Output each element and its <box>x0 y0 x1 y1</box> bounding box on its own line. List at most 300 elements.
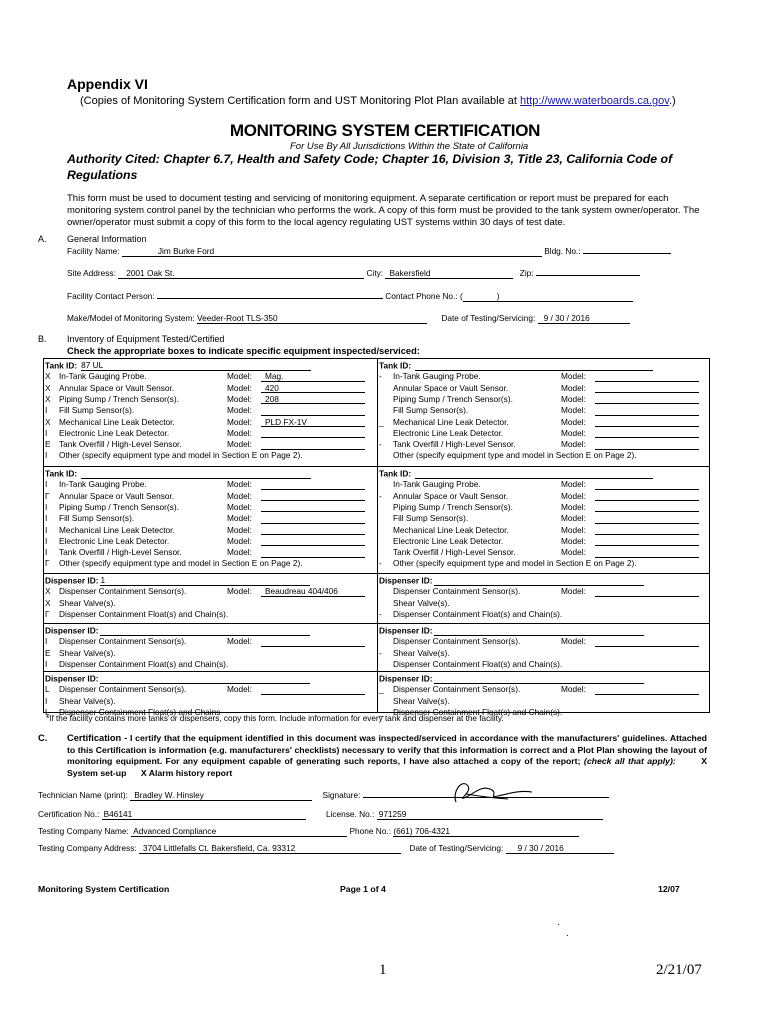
form-title: MONITORING SYSTEM CERTIFICATION <box>229 121 541 140</box>
dispenser-id-row <box>379 625 707 636</box>
dispenser-id-row <box>379 673 707 684</box>
model-field[interactable] <box>261 371 365 382</box>
dispenser-sensor <box>379 684 707 695</box>
equipment-label: Shear Valve(s). <box>393 647 450 658</box>
checkbox[interactable]: - <box>379 490 382 501</box>
equipment-label: In-Tank Gauging Probe. <box>59 479 147 490</box>
appendix-title: Appendix VI <box>67 76 148 92</box>
equipment-label: Fill Sump Sensor(s). <box>393 513 469 524</box>
checkbox[interactable]: E <box>45 439 51 450</box>
tank-id-row <box>379 360 707 371</box>
dispenser-id-field[interactable] <box>434 575 644 586</box>
equipment-label: Fill Sump Sensor(s). <box>59 405 135 416</box>
model-field[interactable] <box>261 383 365 394</box>
model-label: Model: <box>561 684 586 695</box>
section-b-instruction: Check the appropriate boxes to indicate specific equipment inspected/serviced: <box>67 346 420 356</box>
equipment-label: Dispenser Containment Float(s) and Chain(s). <box>393 658 563 669</box>
dispenser-sensor <box>379 586 707 597</box>
model-label: Model: <box>227 371 252 382</box>
checkbox[interactable]: X <box>45 382 51 393</box>
inventory-grid <box>43 358 710 717</box>
model-label: Model: <box>227 479 252 490</box>
checkbox[interactable]: X <box>45 371 51 382</box>
section-b-heading: Inventory of Equipment Tested/Certified <box>67 334 225 344</box>
dispenser-shear <box>45 598 373 609</box>
equipment-label: Dispenser Containment Float(s) and Chain(s). <box>59 608 229 619</box>
model-field[interactable] <box>261 439 365 450</box>
model-field[interactable] <box>595 536 699 547</box>
checkbox[interactable]: I <box>45 450 48 461</box>
contact-label: Facility Contact Person: <box>67 291 155 301</box>
checkbox[interactable]: Γ <box>45 558 50 569</box>
equipment-label: Tank Overfill / High-Level Sensor. <box>59 547 182 558</box>
other-label: Other (specify equipment type and model in Section E on Page 2). <box>393 558 637 569</box>
equipment-label: In-Tank Gauging Probe. <box>59 371 147 382</box>
section-a-letter: A. <box>38 234 47 244</box>
checkbox[interactable]: I <box>45 479 48 490</box>
license-field[interactable] <box>377 810 603 820</box>
model-field[interactable] <box>261 684 365 695</box>
model-field[interactable] <box>595 502 699 513</box>
model-value <box>595 417 599 427</box>
checkbox[interactable]: - <box>379 647 382 658</box>
make-row <box>67 313 630 324</box>
tank-item <box>379 371 707 382</box>
equipment-label: Dispenser Containment Sensor(s). <box>59 684 187 695</box>
bldg-field[interactable] <box>583 253 671 254</box>
company-phone-label: Phone No.: <box>349 826 391 836</box>
tank-item <box>45 502 373 513</box>
dispenser-id-row <box>45 575 373 586</box>
tank-item <box>379 536 707 547</box>
other-label: Other (specify equipment type and model in Section E on Page 2). <box>59 558 303 569</box>
dispenser-float <box>379 659 707 670</box>
tank-item <box>379 479 707 490</box>
model-label: Model: <box>561 501 586 512</box>
model-label: Model: <box>227 393 252 404</box>
model-label: Model: <box>227 513 252 524</box>
model-field[interactable] <box>261 547 365 558</box>
equipment-label: In-Tank Gauging Probe. <box>393 479 481 490</box>
equipment-label: Annular Space or Vault Sensor. <box>393 382 509 393</box>
equipment-label: Mechanical Line Leak Detector. <box>59 416 175 427</box>
model-field[interactable] <box>595 383 699 394</box>
tank-id-field[interactable] <box>81 360 311 371</box>
model-field[interactable] <box>595 405 699 416</box>
model-value <box>261 513 265 523</box>
tank-cell <box>379 358 709 466</box>
checkbox[interactable]: _ <box>379 706 384 717</box>
equipment-label: Dispenser Containment Sensor(s). <box>393 684 521 695</box>
equipment-label: Dispenser Containment Float(s) and Chain(s). <box>393 608 563 619</box>
equipment-label: Fill Sump Sensor(s). <box>393 405 469 416</box>
equipment-label: Shear Valve(s). <box>393 597 450 608</box>
model-field[interactable] <box>261 479 365 490</box>
city-value: Bakersfield <box>389 268 431 278</box>
contact-phone-field[interactable] <box>463 292 633 302</box>
system-setup-check[interactable]: X System set-up <box>67 756 708 778</box>
facility-name-field[interactable] <box>122 247 542 257</box>
equipment-label: Electronic Line Leak Detector. <box>393 535 504 546</box>
model-field[interactable] <box>261 428 365 439</box>
date-testing-label: Date of Testing/Servicing: <box>441 313 536 323</box>
model-label: Model: <box>561 439 586 450</box>
equipment-label: Mechanical Line Leak Detector. <box>393 524 509 535</box>
model-field[interactable] <box>261 405 365 416</box>
checkbox[interactable]: X <box>45 597 51 608</box>
signature-label: Signature: <box>322 790 361 800</box>
model-field[interactable] <box>595 417 699 428</box>
dispenser-id-field[interactable] <box>434 625 644 636</box>
dispenser-id-label: Dispenser ID: <box>379 673 433 684</box>
dispenser-float <box>379 609 707 620</box>
checkbox[interactable]: X <box>45 393 51 404</box>
dispenser-id-field[interactable] <box>100 673 310 684</box>
checkbox[interactable]: L <box>45 706 50 717</box>
model-value <box>261 684 265 694</box>
checkbox[interactable]: I <box>45 547 48 558</box>
equipment-label: Dispenser Containment Sensor(s). <box>59 586 187 597</box>
checkbox[interactable]: L <box>45 684 50 695</box>
model-field[interactable] <box>595 525 699 536</box>
tank-item <box>379 405 707 416</box>
footer-center: Page 1 of 4 <box>340 884 386 894</box>
equipment-label: Electronic Line Leak Detector. <box>59 427 170 438</box>
company-phone-field[interactable] <box>393 827 579 837</box>
model-label: Model: <box>561 524 586 535</box>
tank-item <box>45 536 373 547</box>
model-label: Model: <box>561 427 586 438</box>
model-value <box>261 405 265 415</box>
tank-cell <box>45 466 375 573</box>
checkbox[interactable]: I <box>45 524 48 535</box>
model-value <box>595 525 599 535</box>
checkbox[interactable]: I <box>45 695 48 706</box>
contact-row <box>67 291 633 302</box>
tank-item <box>379 525 707 536</box>
site-address-field[interactable] <box>118 269 364 279</box>
check-all-note: (check all that apply): <box>583 756 676 766</box>
model-label: Model: <box>227 501 252 512</box>
company-name-value: Advanced Compliance <box>133 826 217 836</box>
checkbox[interactable]: I <box>45 535 48 546</box>
company-address-label: Testing Company Address: <box>38 843 137 853</box>
dispenser-id-label: Dispenser ID: <box>379 575 433 586</box>
tank-item <box>45 383 373 394</box>
intro-text: This form must be used to document testing and servicing of monitoring equipment. A separate certification or report must be prepared for each monitoring system control panel by the technician who performs the work. A copy of this form must be provided to the tank system owner/operator. The owner/operator must submit a copy of this form to the local agency regulating UST systems within 30 days of test date. <box>67 193 700 229</box>
site-address-value: 2001 Oak St. <box>126 268 175 278</box>
equipment-label: Piping Sump / Trench Sensor(s). <box>59 393 179 404</box>
dispenser-cell <box>379 671 709 717</box>
model-label: Model: <box>561 416 586 427</box>
company-name-label: Testing Company Name: <box>38 826 129 836</box>
technician-label: Technician Name (print): <box>38 790 128 800</box>
tank-item <box>45 439 373 450</box>
tank-item <box>45 405 373 416</box>
company-date-value: 9 / 30 / 2016 <box>517 843 564 853</box>
section-a-heading: General Information <box>67 234 147 244</box>
model-field[interactable] <box>261 586 365 597</box>
company-phone-value: (661) 706-4321 <box>393 826 451 836</box>
company-date-field[interactable] <box>506 844 614 854</box>
scan-dot: . <box>557 917 560 928</box>
equipment-label: Annular Space or Vault Sensor. <box>59 382 175 393</box>
model-value <box>595 513 599 523</box>
dispenser-shear <box>45 696 373 707</box>
equipment-label: In-Tank Gauging Probe. <box>393 371 481 382</box>
model-label: Model: <box>227 636 252 647</box>
tank-id-field[interactable] <box>415 468 653 479</box>
model-value: 420 <box>265 382 279 393</box>
model-value <box>595 636 599 646</box>
bldg-label: Bldg. No.: <box>544 246 581 256</box>
section-c-letter: C. <box>38 733 48 743</box>
model-field[interactable] <box>595 586 699 597</box>
model-label: Model: <box>227 490 252 501</box>
model-field[interactable] <box>595 394 699 405</box>
tank-other <box>45 558 373 569</box>
model-field[interactable] <box>595 371 699 382</box>
dispenser-cell <box>379 573 709 623</box>
model-value <box>595 547 599 557</box>
technician-field[interactable] <box>130 791 312 801</box>
model-value <box>261 439 265 449</box>
tank-item <box>379 428 707 439</box>
license-label: License. No.: <box>325 809 375 819</box>
certification-statement <box>67 733 707 779</box>
model-field[interactable] <box>595 439 699 450</box>
model-field[interactable] <box>595 684 699 695</box>
checkbox[interactable]: I <box>45 658 48 669</box>
tank-item <box>379 502 707 513</box>
tank-other <box>45 450 373 461</box>
equipment-label: Dispenser Containment Float(s) and Chain(s). <box>393 706 563 717</box>
alarm-history-check[interactable]: X Alarm history report <box>140 767 233 778</box>
equipment-label: Piping Sump / Trench Sensor(s). <box>59 501 179 512</box>
model-value <box>595 383 599 393</box>
checkbox[interactable]: - <box>379 439 382 450</box>
tank-other <box>379 558 707 569</box>
facility-row <box>67 246 671 257</box>
model-value: Beaudreau 404/406 <box>265 586 338 597</box>
model-value: Mag. <box>265 371 284 382</box>
cert-number-value: B46141 <box>103 809 133 819</box>
checkbox[interactable]: Γ <box>45 608 50 619</box>
company-address-field[interactable] <box>139 844 401 854</box>
make-model-value: Veeder-Root TLS-350 <box>197 313 278 323</box>
equipment-label: Mechanical Line Leak Detector. <box>393 416 509 427</box>
tank-cell <box>379 466 709 573</box>
model-value <box>595 439 599 449</box>
model-label: Model: <box>561 479 586 490</box>
dispenser-cell <box>379 623 709 671</box>
model-value <box>595 502 599 512</box>
model-label: Model: <box>227 382 252 393</box>
model-value: PLD FX-1V <box>265 416 307 427</box>
cert-number-label: Certification No.: <box>38 809 100 819</box>
dispenser-sensor <box>45 684 373 695</box>
equipment-label: Tank Overfill / High-Level Sensor. <box>59 439 182 450</box>
site-row <box>67 268 640 279</box>
model-value <box>261 491 265 501</box>
tank-item <box>45 417 373 428</box>
model-value <box>595 491 599 501</box>
company-address-value: 3704 Littlefalls Ct. Bakersfield, Ca. 93312 <box>143 843 296 853</box>
city-label: City: <box>366 268 384 278</box>
equipment-label: Shear Valve(s). <box>59 695 116 706</box>
technician-value: Bradley W. Hinsley <box>134 790 204 800</box>
dispenser-cell <box>45 623 375 671</box>
model-field[interactable] <box>261 636 365 647</box>
model-field[interactable] <box>261 525 365 536</box>
dispenser-shear <box>379 696 707 707</box>
column-divider <box>377 358 378 713</box>
checkbox[interactable]: - <box>379 558 382 569</box>
model-field[interactable] <box>595 547 699 558</box>
tank-id-field[interactable] <box>81 468 311 479</box>
dispenser-id-field[interactable] <box>434 673 644 684</box>
equipment-label: Dispenser Containment Sensor(s). <box>59 636 187 647</box>
model-value <box>261 536 265 546</box>
equipment-label: Electronic Line Leak Detector. <box>393 427 504 438</box>
model-field[interactable] <box>261 491 365 502</box>
contact-person-field[interactable] <box>157 298 383 299</box>
model-label: Model: <box>227 524 252 535</box>
model-label: Model: <box>561 490 586 501</box>
license-value: 971259 <box>378 809 407 819</box>
dispenser-id-row <box>45 625 373 636</box>
model-value <box>261 479 265 489</box>
checkbox[interactable]: - <box>379 371 382 382</box>
model-label: Model: <box>227 416 252 427</box>
dispenser-id-field[interactable] <box>100 575 310 586</box>
section-b-letter: B. <box>38 334 47 344</box>
model-label: Model: <box>227 586 252 597</box>
tank-item <box>45 371 373 382</box>
model-value <box>595 586 599 596</box>
checkbox[interactable]: - <box>379 608 382 619</box>
checkbox[interactable]: _ <box>379 416 384 427</box>
equipment-label: Dispenser Containment Sensor(s). <box>393 636 521 647</box>
tank-item <box>379 513 707 524</box>
facility-name-value: Jim Burke Ford <box>157 246 215 256</box>
model-field[interactable] <box>595 479 699 490</box>
model-field[interactable] <box>261 417 365 428</box>
equipment-label: Shear Valve(s). <box>59 647 116 658</box>
contact-phone-label: Contact Phone No.: ( <box>385 291 463 301</box>
tank-item <box>379 491 707 502</box>
model-label: Model: <box>227 535 252 546</box>
page-number: 1 <box>379 962 387 978</box>
model-label: Model: <box>561 371 586 382</box>
checkbox[interactable]: X <box>45 416 51 427</box>
model-label: Model: <box>227 405 252 416</box>
equipment-label: Annular Space or Vault Sensor. <box>59 490 175 501</box>
model-field[interactable] <box>261 536 365 547</box>
dispenser-id-label: Dispenser ID: <box>45 625 99 636</box>
checkbox[interactable]: I <box>45 636 48 647</box>
model-field[interactable] <box>595 636 699 647</box>
date-testing-value: 9 / 30 / 2016 <box>543 313 590 323</box>
other-label: Other (specify equipment type and model in Section E on Page 2). <box>393 450 637 461</box>
equipment-label: Piping Sump / Trench Sensor(s). <box>393 393 513 404</box>
checkbox[interactable]: I <box>45 501 48 512</box>
model-field[interactable] <box>595 513 699 524</box>
facility-label: Facility Name: <box>67 246 120 256</box>
tank-item <box>379 547 707 558</box>
model-field[interactable] <box>261 513 365 524</box>
city-field[interactable] <box>385 269 513 279</box>
model-value <box>261 636 265 646</box>
tank-item <box>45 491 373 502</box>
company-name-field[interactable] <box>131 827 347 837</box>
dispenser-id-row <box>379 575 707 586</box>
model-value <box>595 684 599 694</box>
model-field[interactable] <box>261 502 365 513</box>
model-label: Model: <box>561 393 586 404</box>
model-value: 208 <box>265 393 279 404</box>
checkbox[interactable]: E <box>45 647 51 658</box>
dispenser-float <box>45 609 373 620</box>
equipment-label: Shear Valve(s). <box>59 597 116 608</box>
equipment-label: Tank Overfill / High-Level Sensor. <box>393 547 516 558</box>
tank-item <box>379 394 707 405</box>
model-value <box>595 405 599 415</box>
model-field[interactable] <box>261 394 365 405</box>
tank-id-field[interactable] <box>415 360 653 371</box>
checkbox[interactable]: I <box>45 405 48 416</box>
equipment-label: Fill Sump Sensor(s). <box>59 513 135 524</box>
zip-label: Zip: <box>519 268 534 278</box>
dispenser-id-field[interactable] <box>100 625 310 636</box>
model-field[interactable] <box>595 491 699 502</box>
tank-item <box>45 479 373 490</box>
cert-number-row <box>38 809 603 820</box>
model-value <box>595 371 599 381</box>
model-value <box>261 502 265 512</box>
model-label: Model: <box>561 405 586 416</box>
make-model-field[interactable] <box>197 314 427 324</box>
cert-number-field[interactable] <box>102 810 306 820</box>
company-date-label: Date of Testing/Servicing: <box>409 843 504 853</box>
equipment-label: Dispenser Containment Sensor(s). <box>393 586 521 597</box>
appendix-note-end: .) <box>668 95 676 107</box>
zip-field[interactable] <box>536 275 640 276</box>
certification-text: I certify that the equipment identified in this document was inspected/serviced in accordance with the manufacturers' guidelines. Attached to this Certification is information (e.g. manufacturers' checklists) necessary to verify that this information is correct and a Plot Plan showing the layout of monitoring equipment. For any equipment capable of generating such reports, I have also attached a copy of the report; <box>67 733 707 766</box>
waterboards-link[interactable]: http://www.waterboards.ca.gov <box>520 95 669 107</box>
model-value <box>595 479 599 489</box>
tank-id-row <box>45 468 373 479</box>
dispenser-cell <box>45 573 375 623</box>
tank-item <box>45 428 373 439</box>
model-value <box>261 428 265 438</box>
dispenser-id-label: Dispenser ID: <box>45 575 99 586</box>
checkbox[interactable]: X <box>45 586 51 597</box>
checkbox[interactable]: I <box>45 427 48 438</box>
checkbox[interactable]: Γ <box>45 490 50 501</box>
model-field[interactable] <box>595 428 699 439</box>
model-value <box>595 536 599 546</box>
date-testing-field[interactable] <box>538 314 630 324</box>
tank-item <box>45 525 373 536</box>
checkbox[interactable]: I <box>45 513 48 524</box>
model-label: Model: <box>561 636 586 647</box>
dispenser-sensor <box>45 586 373 597</box>
checkbox[interactable]: _ <box>379 684 384 695</box>
footer-left: Monitoring System Certification <box>38 884 170 894</box>
equipment-label: Electronic Line Leak Detector. <box>59 535 170 546</box>
page-date: 2/21/07 <box>656 962 702 978</box>
